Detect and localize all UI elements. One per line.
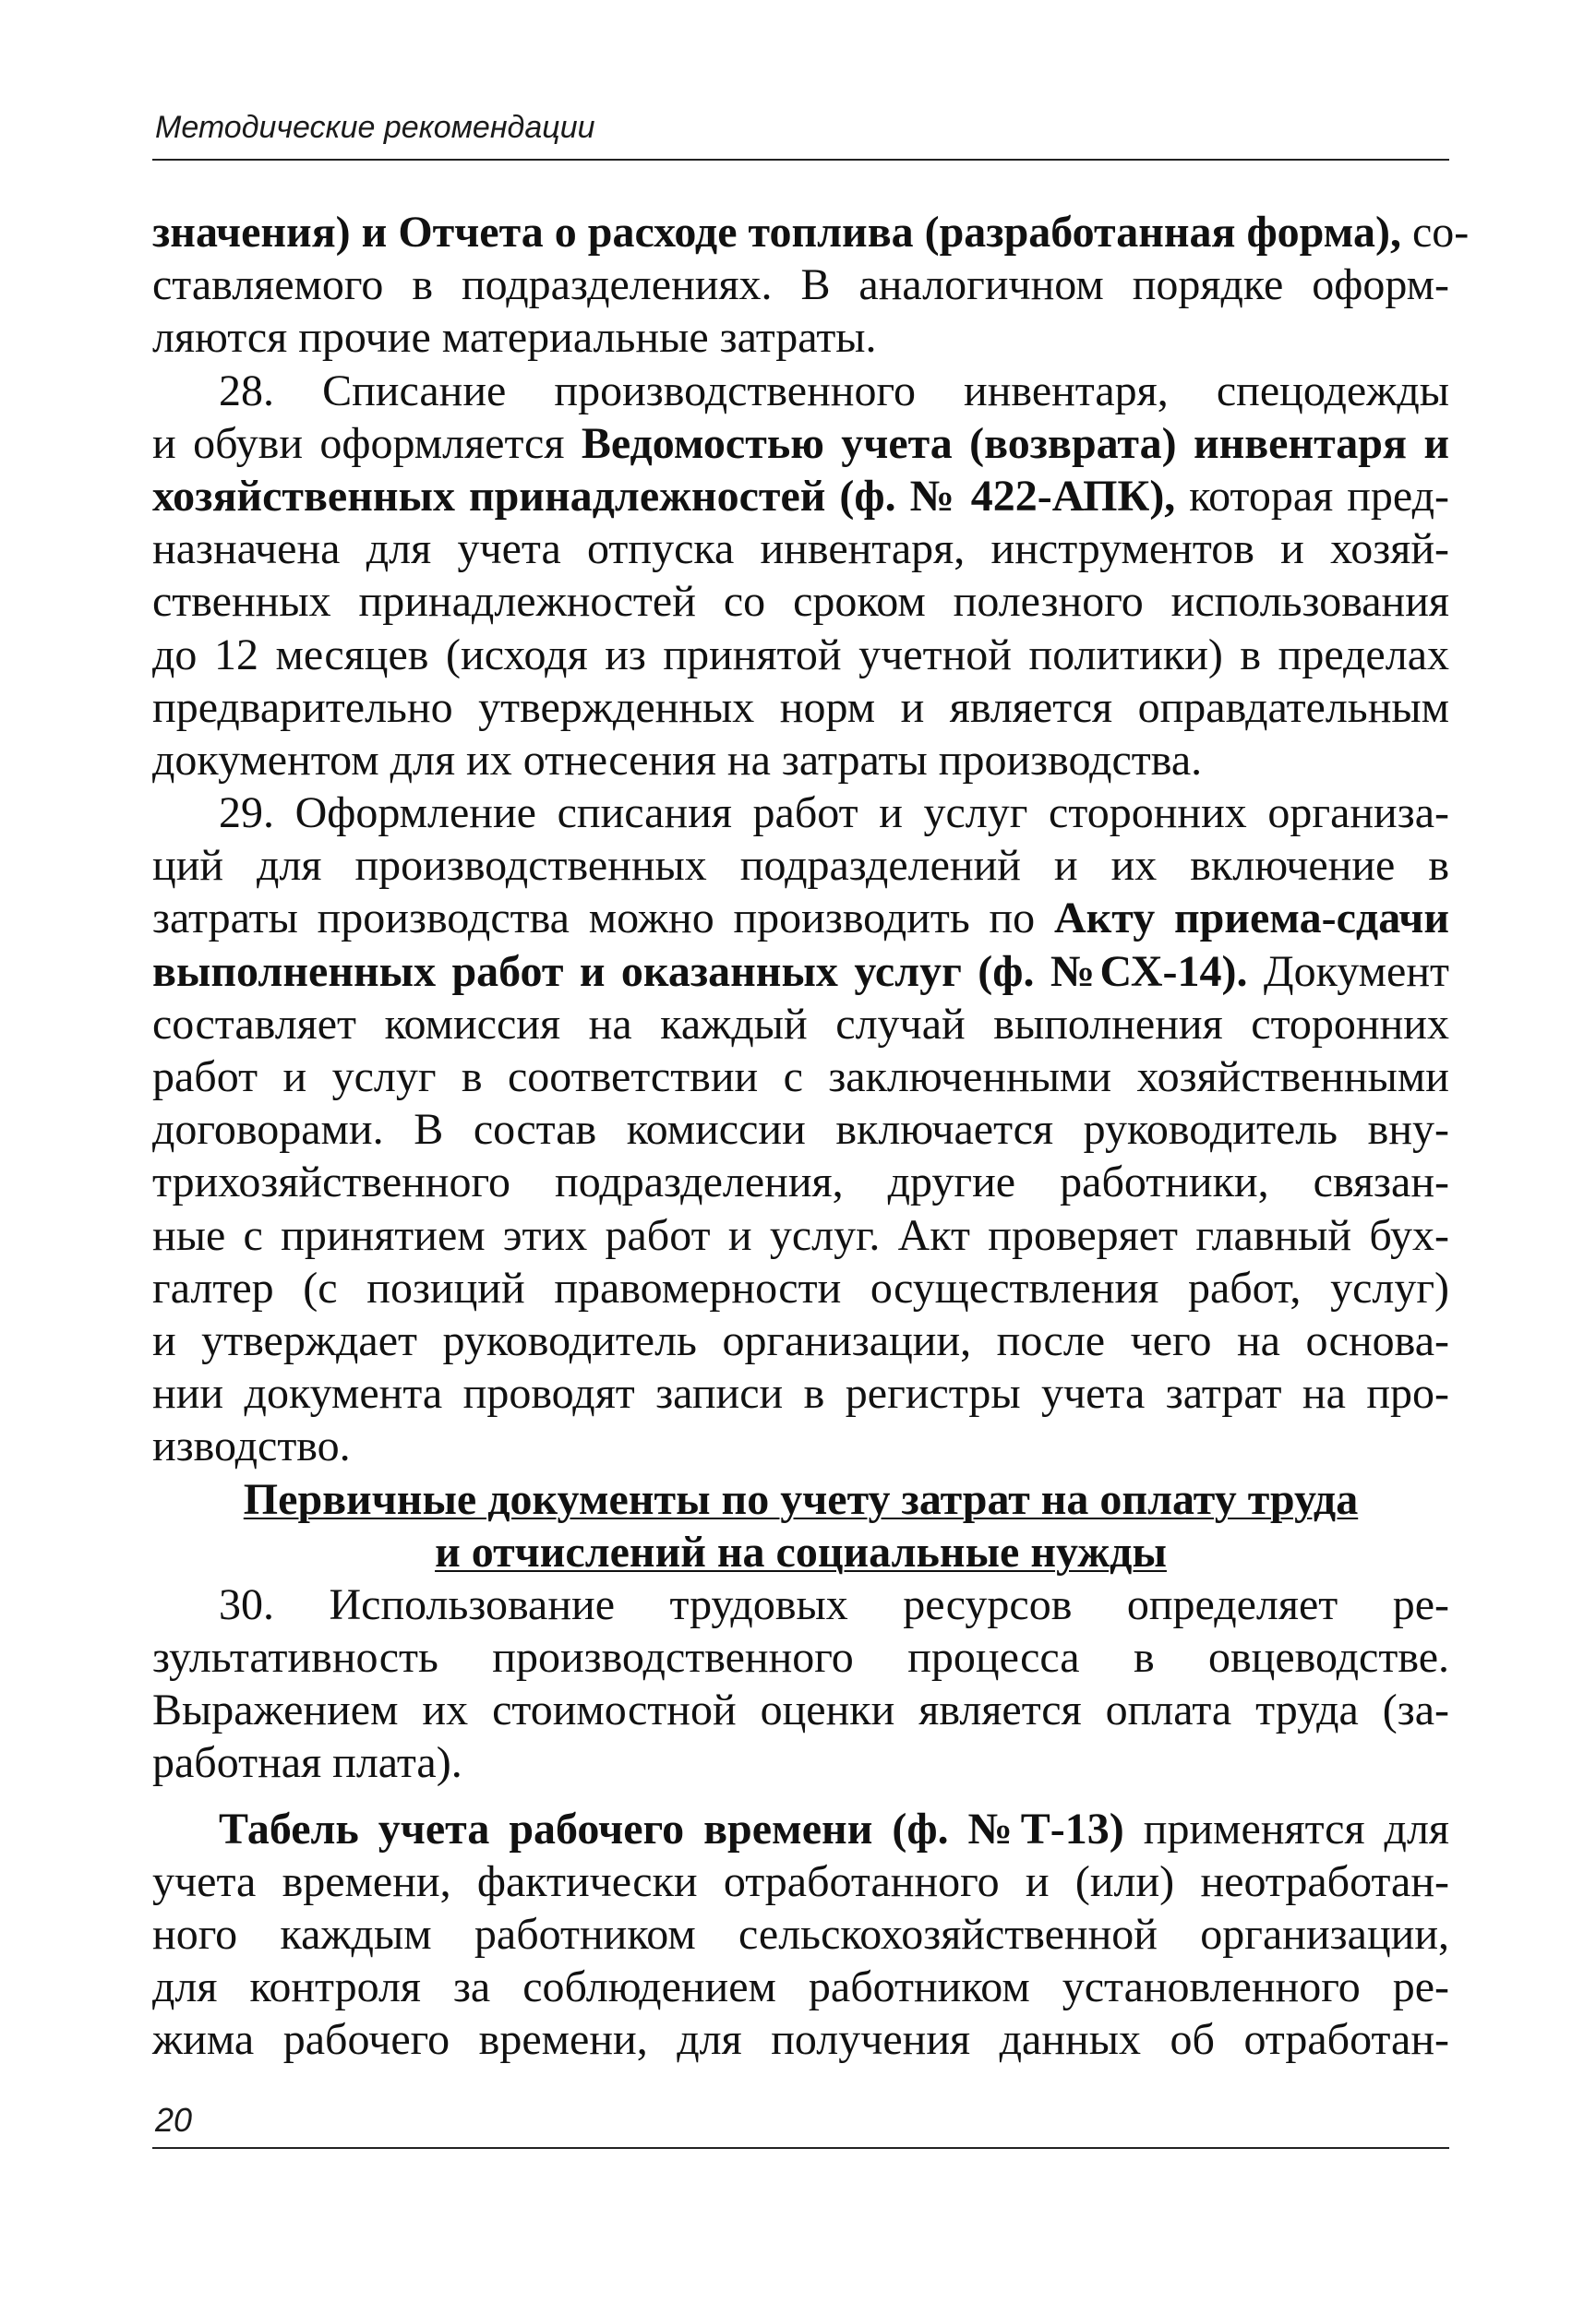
running-header: Методические рекомендации	[155, 110, 595, 145]
text-line: составляет комиссия на каждый случай выполнения сторонних	[152, 999, 1449, 1049]
paragraph-31	[152, 1803, 1449, 2067]
text-line: ций для производственных подразделений и их включение в	[152, 841, 1449, 891]
text-fragment: и обуви оформляется	[152, 418, 582, 468]
text-line	[152, 945, 1449, 998]
text-line: документом для их отнесения на затраты производства.	[152, 735, 1203, 785]
text-fragment: Документ	[1247, 946, 1450, 996]
text-line	[152, 892, 1449, 944]
text-line: трихозяйственного подразделения, другие работники, связан-	[152, 1158, 1449, 1207]
heading-line	[152, 1526, 1449, 1578]
header-rule	[152, 159, 1449, 161]
text-line: 29. Оформление списания работ и услуг сторонних организа-	[219, 788, 1449, 838]
text-fragment: которая пред-	[1175, 471, 1449, 521]
text-line: зультативность производственного процесса в овцеводстве.	[152, 1633, 1449, 1683]
paragraph-30	[152, 1578, 1449, 1790]
text-line: жима рабочего времени, для получения данных об отработан-	[152, 2015, 1449, 2065]
text-line	[152, 1803, 1449, 1855]
text-line	[152, 206, 1470, 258]
text-line: 28. Списание производственного инвентаря, спецодежды	[219, 366, 1449, 415]
bold-text: Акту приема-сдачи	[1053, 894, 1450, 943]
paragraph-continuation	[152, 206, 1470, 365]
text-fragment: со-	[1401, 208, 1470, 257]
bold-text: Ведомостью учета (возврата) инвентаря и	[581, 418, 1450, 468]
text-line: для контроля за соблюдением работником установленного ре-	[152, 1962, 1449, 2012]
paragraph-28	[152, 365, 1449, 787]
text-line: ные с принятием этих работ и услуг. Акт проверяет главный бух-	[152, 1210, 1449, 1260]
heading-text: Первичные документы по учету затрат на оплату труда	[243, 1474, 1359, 1524]
text-line: до 12 месяцев (исходя из принятой учетной политики) в пределах	[152, 630, 1449, 679]
text-line: ственных принадлежностей со сроком полезного использования	[152, 577, 1449, 627]
text-line: учета времени, фактически отработанного и (или) неотработан-	[152, 1856, 1449, 1906]
text-line: предварительно утвержденных норм и является оправдательным	[152, 682, 1449, 732]
text-line	[152, 470, 1449, 522]
text-line: работная плата).	[152, 1738, 462, 1788]
text-line	[152, 417, 1449, 470]
text-fragment: затраты производства можно производить по	[152, 894, 1054, 943]
bold-text: выполненных работ и оказанных услуг (ф. №СХ-14).	[152, 946, 1248, 996]
text-line: ставляемого в подразделениях. В аналогичном порядке оформ-	[152, 260, 1449, 310]
bold-text: Табель учета рабочего времени (ф. №Т-13)	[219, 1804, 1124, 1854]
text-line: галтер (с позиций правомерности осуществления работ, услуг)	[152, 1263, 1449, 1313]
section-heading	[152, 1473, 1449, 1578]
page-number: 20	[155, 2101, 193, 2139]
paragraph-gap	[152, 1790, 1449, 1803]
footer-rule	[152, 2147, 1449, 2149]
text-line: назначена для учета отпуска инвентаря, инструментов и хозяй-	[152, 524, 1449, 574]
text-body	[152, 206, 1470, 2067]
text-line: 30. Использование трудовых ресурсов определяет ре-	[219, 1579, 1449, 1629]
text-line: и утверждает руководитель организации, после чего на основа-	[152, 1315, 1449, 1365]
text-line: Выражением их стоимостной оценки является оплата труда (за-	[152, 1686, 1449, 1735]
text-line: ляются прочие материальные затраты.	[152, 313, 877, 363]
heading-text: и отчислений на социальные нужды	[435, 1527, 1167, 1577]
text-line: работ и услуг в соответствии с заключенными хозяйственными	[152, 1052, 1449, 1101]
heading-line	[152, 1473, 1449, 1526]
paragraph-29	[152, 786, 1449, 1472]
text-line: ного каждым работником сельскохозяйственной организации,	[152, 1910, 1449, 1959]
text-line: изводство.	[152, 1422, 351, 1471]
text-line: нии документа проводят записи в регистры учета затрат на про-	[152, 1369, 1449, 1419]
text-fragment: применятся для	[1123, 1804, 1449, 1854]
text-line: договорами. В состав комиссии включается руководитель вну-	[152, 1105, 1449, 1155]
bold-text: значения) и Отчета о расходе топлива (разработанная форма),	[152, 208, 1401, 257]
bold-text: хозяйственных принадлежностей (ф. № 422-АПК),	[152, 471, 1176, 521]
